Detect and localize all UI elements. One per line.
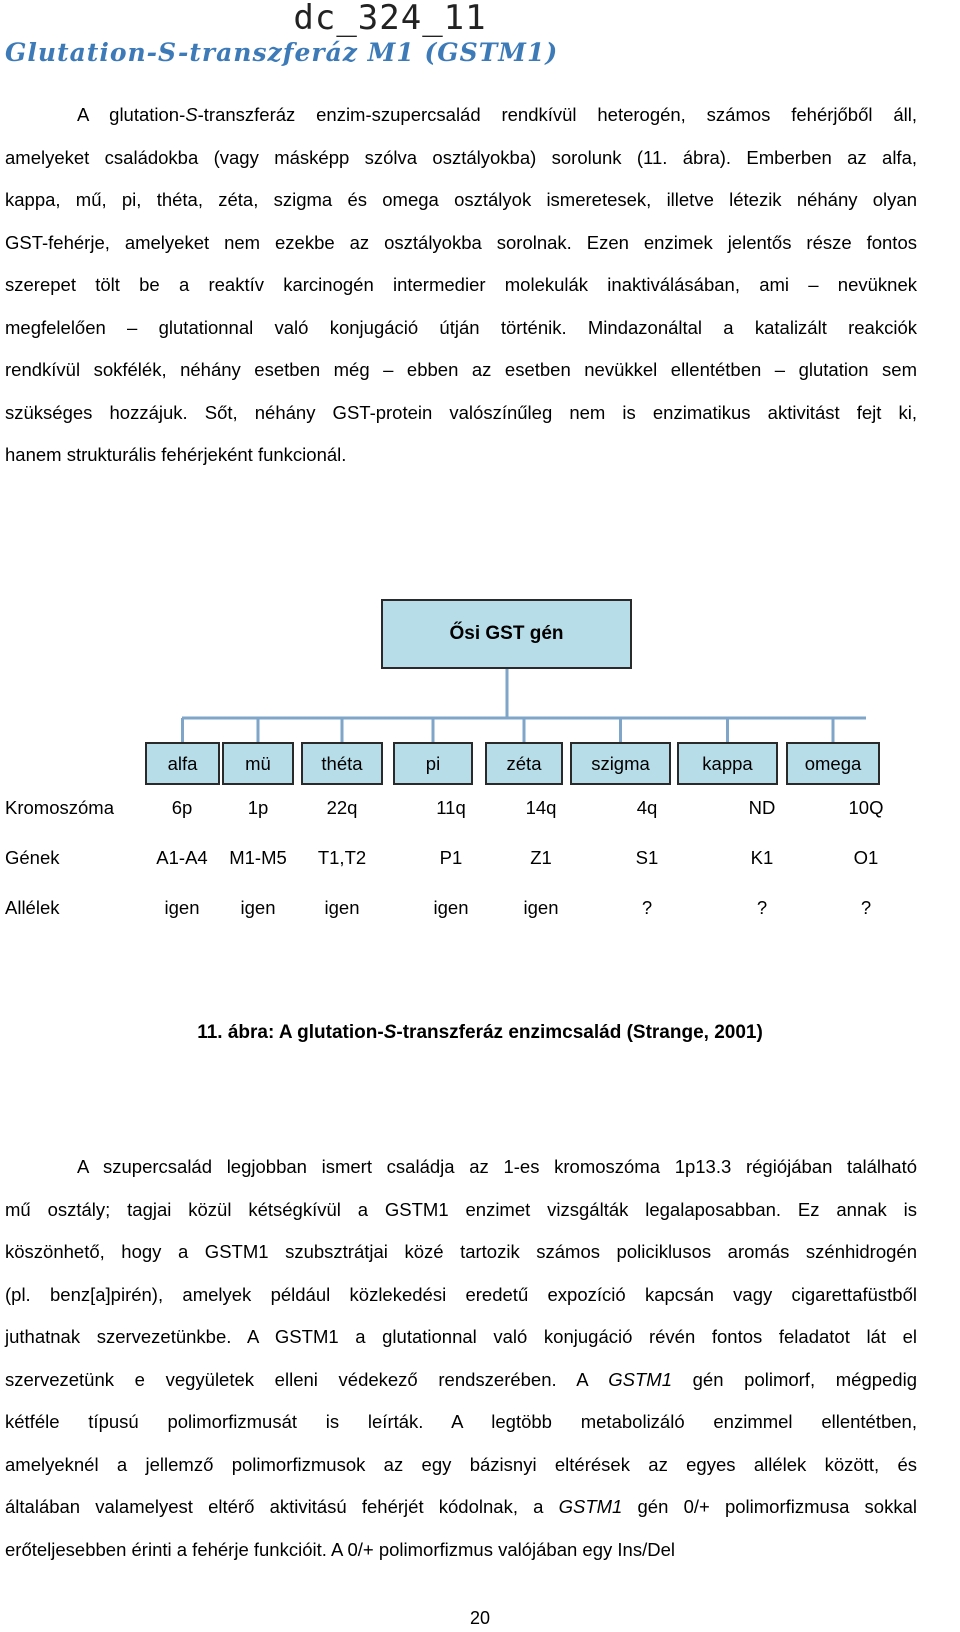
- table-cell: S1: [635, 847, 659, 868]
- gst-class-box: omega: [786, 742, 880, 785]
- figure-caption: 11. ábra: A glutation-S-transzferáz enzimcsalád (Strange, 2001): [197, 1022, 763, 1043]
- gst-family-diagram: [0, 570, 960, 930]
- paragraph-line: A szupercsalád legjobban ismert családja az 1-es kromoszóma 1p13.3 régiójában található: [77, 1156, 917, 1177]
- table-cell: igen: [523, 897, 559, 918]
- paragraph-line: hanem strukturális fehérjeként funkcionál.: [5, 444, 347, 465]
- gst-class-box: alfa: [145, 742, 220, 785]
- table-cell: igen: [164, 897, 200, 918]
- gst-class-box: pi: [393, 742, 473, 785]
- table-cell: P1: [439, 847, 463, 868]
- table-cell: 6p: [171, 797, 193, 818]
- intro-paragraph: [5, 94, 917, 477]
- table-cell: igen: [324, 897, 360, 918]
- paragraph-line: amelyeknél a jellemző polimorfizmusok az egy bázisnyi eltérések az egyes allélek között, és: [5, 1453, 917, 1475]
- table-cell: M1-M5: [229, 847, 287, 868]
- paragraph-line: köszönhető, hogy a GSTM1 szubsztrátjai közé tartozik számos policiklusos aromás szénhidrogén: [5, 1241, 917, 1262]
- paragraph-line: amelyeket családokba (vagy másképp szólva osztályokba) sorolunk (11. ábra). Emberben az alfa,: [5, 146, 917, 168]
- paragraph-line: juthatnak szervezetünkbe. A GSTM1 a glutationnal való konjugáció révén fontos feladatot lát el: [5, 1326, 917, 1347]
- table-cell: ?: [641, 897, 653, 918]
- gst-class-box: mü: [222, 742, 294, 785]
- paragraph-line: kétféle típusú polimorfizmusát is leírták. A legtöbb metabolizáló enzimmel ellentétben,: [5, 1411, 917, 1432]
- table-cell: igen: [240, 897, 276, 918]
- table-cell: K1: [750, 847, 774, 868]
- table-row-label: Gének: [5, 847, 60, 868]
- page-number: 20: [469, 1608, 491, 1628]
- table-cell: ND: [748, 797, 776, 818]
- table-cell: 11q: [436, 797, 466, 818]
- paragraph-line: A glutation-S-transzferáz enzim-szupercsalád rendkívül heterogén, számos fehérjőből áll,: [77, 104, 917, 125]
- paragraph-line: rendkívül sokfélék, néhány esetben még – ebben az esetben nevükkel ellentétben – glutation sem: [5, 359, 917, 380]
- table-cell: 14q: [525, 797, 557, 818]
- paragraph-line: kappa, mű, pi, théta, zéta, szigma és omega osztályok ismeretesek, illetve létezik néhány olyan: [5, 189, 917, 210]
- table-cell: Z1: [530, 847, 552, 868]
- table-cell: 22q: [326, 797, 358, 818]
- table-row-label: Kromoszóma: [5, 797, 114, 818]
- root-gene-box: Ősi GST gén: [381, 599, 632, 669]
- paragraph-line: szerepet tölt be a reaktív karcinogén intermedier molekulák inaktiválásában, ami – nevüknek: [5, 274, 917, 295]
- table-cell: A1-A4: [156, 847, 208, 868]
- paragraph-line: megfelelően – glutationnal való konjugáció útján történik. Mindazonáltal a katalizált reakciók: [5, 316, 917, 338]
- table-cell: igen: [433, 897, 469, 918]
- document-watermark: dc_324_11: [293, 0, 487, 38]
- paragraph-line: mű osztály; tagjai közül kétségkívül a GSTM1 enzimet vizsgálták legalaposabban. Ez annak is: [5, 1198, 917, 1220]
- table-cell: 4q: [636, 797, 658, 818]
- paragraph-line: szükséges hozzájuk. Sőt, néhány GST-protein valószínűleg nem is enzimatikus aktivitást fejt ki,: [5, 401, 917, 423]
- table-cell: T1,T2: [317, 847, 367, 868]
- gst-class-box: szigma: [570, 742, 671, 785]
- gst-class-box: zéta: [485, 742, 563, 785]
- gst-class-box: kappa: [677, 742, 778, 785]
- table-cell: O1: [853, 847, 879, 868]
- table-cell: 10Q: [848, 797, 884, 818]
- table-cell: ?: [756, 897, 768, 918]
- paragraph-line: erőteljesebben érinti a fehérje funkcióit. A 0/+ polimorfizmus valójában egy Ins/Del: [5, 1538, 675, 1560]
- table-cell: 1p: [247, 797, 269, 818]
- paragraph-line: GST-fehérje, amelyeket nem ezekbe az osztályokba sorolnak. Ezen enzimek jelentős része fontos: [5, 231, 917, 253]
- section-heading: Glutation-S-transzferáz M1 (GSTM1): [5, 38, 559, 67]
- table-row-label: Allélek: [5, 897, 60, 918]
- gstm1-paragraph: [5, 1146, 917, 1571]
- table-cell: ?: [860, 897, 872, 918]
- gst-class-box: théta: [301, 742, 383, 785]
- paragraph-line: (pl. benz[a]pirén), amelyek például közlekedési eredetű expozíció kapcsán vagy cigarettafüstből: [5, 1283, 917, 1305]
- paragraph-line: szervezetünk e vegyületek elleni védekező rendszerében. A GSTM1 gén polimorf, mégpedig: [5, 1368, 917, 1390]
- paragraph-line: általában valamelyest eltérő aktivitású fehérjét kódolnak, a GSTM1 gén 0/+ polimorfizmusa sokkal: [5, 1496, 917, 1517]
